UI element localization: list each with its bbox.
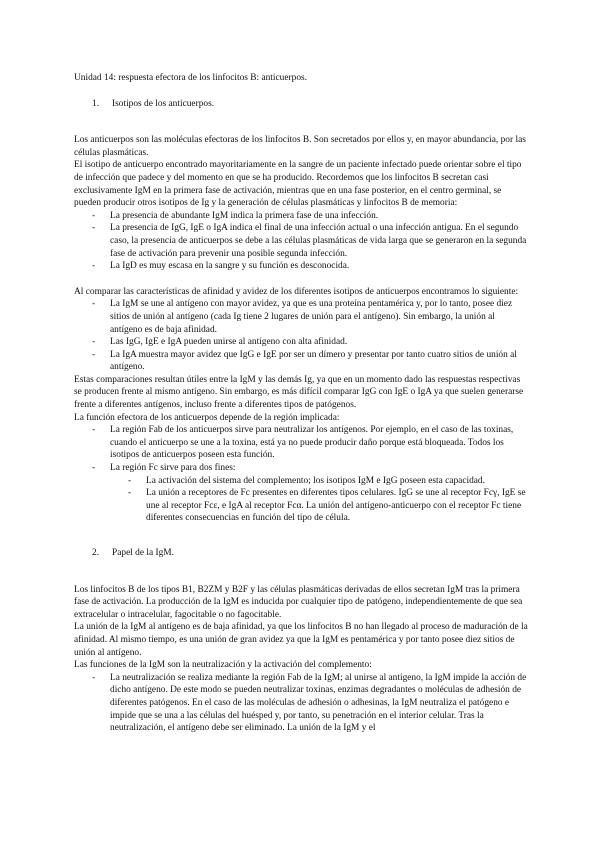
paragraph: Los anticuerpos son las moléculas efectoras de los linfocitos B. Son secretados por ellos y, en mayor abundancia, por las células plasmáticas. <box>74 135 526 158</box>
bullet-list <box>74 210 528 273</box>
list-item-text: La región Fc sirve para dos fines: <box>110 463 236 474</box>
bullet-list <box>74 424 528 474</box>
document-title: Unidad 14: respuesta efectora de los linfocitos B: anticuerpos. <box>74 73 308 83</box>
list-item: - La presencia de abundante IgM indica la primera fase de una infección. <box>74 210 528 223</box>
section-heading-igm <box>74 547 528 560</box>
sub-bullet-list <box>74 475 528 525</box>
section-number: 1. <box>92 98 100 109</box>
list-item: - La neutralización se realiza mediante la región Fab de la IgM; al unirse al antígeno, la IgM impide la acción de dicho antígeno. De este modo se pueden neutralizar toxinas, enzimas degradantes o moléculas de adhesión de diferentes patógenos. En el caso de las moléculas de adhesión o adhesinas, la IgM neutraliza el patógeno e impide que se una a las células del huésped y, por tanto, su penetración en el interior celular. Tras la neutralización, el antígeno debe ser eliminado. La unión de la IgM y el <box>74 672 528 735</box>
list-item: - La región Fab de los anticuerpos sirve para neutralizar los antígenos. Por ejemplo, en el caso de las toxinas, cuando el anticuerpo se une a la toxina, está ya no puede producir daño porque está bloqueada. Todos los isotipos de anticuerpos poseen esta función. <box>74 424 528 462</box>
paragraph: Los linfocitos B de los tipos B1, B2ZM y B2F y las células plasmáticas derivadas de ellos secretan IgM tras la primera fase de activación. La producción de la IgM es inducida por cualquier tipo de patógeno, independientemente de que sea extracelular o intracelular, fagocitable o no fagocitable. <box>74 584 523 620</box>
paragraph: Estas comparaciones resultan útiles entre la IgM y las demás Ig, ya que en un momento dado las respuestas respectivas se producen frente al mismo antígeno. Sin embargo, es más difícil comparar IgG con IgE o IgA ya que suelen generarse frente a diferentes antígenos, incluso frente a diferentes tipos de patógenos. <box>74 374 524 411</box>
list-item: - Las IgG, IgE e IgA pueden unirse al antígeno con alta afinidad. <box>74 336 528 349</box>
list-item: - La presencia de IgG, IgE o IgA indica el final de una infección actual o una infección antigua. En el segundo caso, la presencia de anticuerpos se debe a las células plasmáticas de vida larga que se generaron en la segunda fase de activación para prevenir una posible segunda infección. <box>74 222 528 260</box>
section-title: Papel de la IgM. <box>112 548 174 558</box>
paragraph: El isotipo de anticuerpo encontrado mayoritariamente en la sangre de un paciente infectado puede orientar sobre el tipo de infección que padece y del momento en que se ha producido. Recordemos que los linfocitos B secretan casi exclusivamente IgM en la primera fase de activación, mientras que en una fase posterior, en el centro germinal, se pueden producir otros isotipos de Ig y la generación de células plasmáticas y linfocitos B de memoria: <box>74 160 522 209</box>
bullet-list <box>74 298 528 374</box>
paragraph: Al comparar las características de afinidad y avidez de los diferentes isotipos de anticuerpos encontramos lo siguiente: <box>74 286 519 297</box>
section-number: 2. <box>92 548 100 558</box>
list-item: - La IgM se une al antígeno con mayor avidez, ya que es una proteína pentamérica y, por lo tanto, posee diez sitios de unión al antígeno (cada Ig tiene 2 lugares de unión para el antígeno). Sin embargo, la unión al antígeno es de baja afinidad. <box>74 298 528 336</box>
list-item: - La IgD es muy escasa en la sangre y su función es desconocida. <box>74 260 528 273</box>
paragraph: Las funciones de la IgM son la neutralización y la activación del complemento: <box>74 660 372 671</box>
paragraph: La función efectora de los anticuerpos depende de la región implicada: <box>74 412 340 423</box>
section-title: Isotipos de los anticuerpos. <box>112 98 215 109</box>
bullet-list <box>74 672 528 735</box>
document-body <box>74 72 528 735</box>
list-item <box>74 462 528 475</box>
paragraph: La unión de la IgM al antígeno es de baja afinidad, ya que los linfocitos B no han llegado al proceso de maduración de la afinidad. Al mismo tiempo, es una unión de gran avidez ya que la IgM es pentamérica y por tanto posee diez sitios de unión al antígeno. <box>74 622 528 658</box>
list-item: - La IgA muestra mayor avidez que IgG e IgE por ser un dímero y presentar por tanto cuatro sitios de unión al antígeno. <box>74 349 528 374</box>
sub-list-item: - La activación del sistema del complemento; los isotipos IgM e IgG poseen esta capacidad. <box>74 475 528 488</box>
sub-list-item: - La unión a receptores de Fc presentes en diferentes tipos celulares. IgG se une al receptor Fcγ, IgE se une al receptor Fcε, e IgA al receptor Fcα. La unión del antígeno-anticuerpo con el receptor Fc tiene diferentes consecuencias en función del tipo de célula. <box>74 487 528 525</box>
section-heading-isotypes <box>74 98 528 111</box>
